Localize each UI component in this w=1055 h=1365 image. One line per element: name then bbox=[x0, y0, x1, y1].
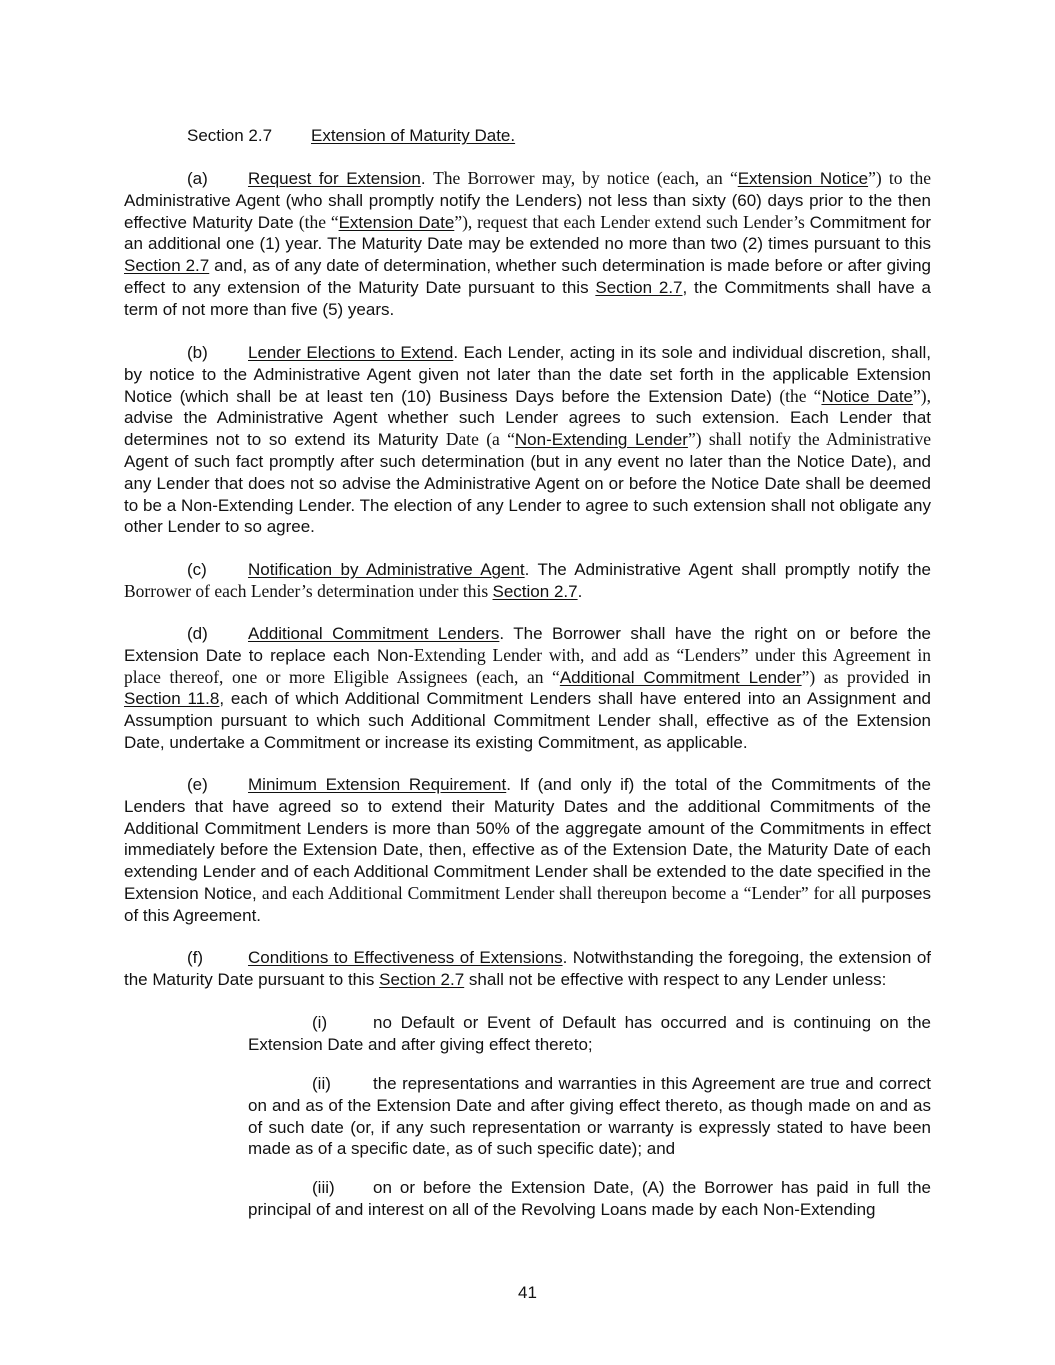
text-run: . The Borrower shall have the right on or before the Extension Date to replace each Non- bbox=[124, 624, 931, 665]
paragraph-label: (c) bbox=[187, 560, 207, 579]
text-run: . If (and only if) the total of the Commitments of the Lenders that have agreed so to extend their Maturity Dates and the additional Commitments of the Additional Commitment Lenders is more than 50% of the aggregate amount of the Commitments in effect immediately before the Extension Date, then, effective as of the Extension Date, the Maturity Date of each extending Lender and of each Additional Commitment Lender shall be extended to the date specified in the Extension Notice, bbox=[124, 775, 931, 903]
subparagraph-label: (i) bbox=[312, 1013, 328, 1032]
subparagraph-i bbox=[248, 1012, 931, 1056]
subparagraph-label: (ii) bbox=[312, 1074, 331, 1093]
subparagraph-text: the representations and warranties in this Agreement are true and correct on and as of the Extension Date and after giving effect thereto, as though made on and as of such date (or, if any such representation or warranty is expressly stated to have been made as of a specific date, as of such specific date); and bbox=[248, 1074, 931, 1159]
paragraph-c bbox=[124, 559, 931, 603]
text-run: (the “ bbox=[298, 211, 339, 232]
text-run: and, as of any date of determination, whether such determination is made before or after giving effect to any extension of the Maturity Date pursuant to this bbox=[124, 256, 932, 297]
text-run: ”) to the bbox=[868, 168, 931, 188]
text-run: Administrative Agent (who shall promptly notify the Lenders) not less than sixty (60) days prior to the then effective Maturity Date bbox=[124, 190, 931, 232]
paragraph-label: (a) bbox=[187, 169, 208, 188]
paragraph-heading: Conditions to Effectiveness of Extensions bbox=[248, 948, 563, 967]
text-run: ”) as provided bbox=[801, 666, 918, 687]
defined-term: Extension Notice bbox=[737, 169, 869, 188]
section-title: Extension of Maturity Date. bbox=[311, 126, 516, 145]
text-run: advise the Administrative Agent whether such Lender agrees to such extension. Each Lender that determines not to so extend its Maturity bbox=[124, 408, 931, 450]
text-run: ”), bbox=[913, 385, 931, 406]
text-run: Borrower of each Lender’s determination under this bbox=[124, 580, 493, 601]
paragraph-d bbox=[124, 623, 931, 754]
paragraph-b bbox=[124, 342, 931, 538]
paragraph-heading: Lender Elections to Extend bbox=[248, 343, 454, 362]
defined-term: Additional Commitment Lender bbox=[559, 667, 802, 687]
text-run: ”) shall notify the Administrative bbox=[687, 429, 931, 450]
page-number: 41 bbox=[518, 1283, 537, 1302]
section-reference: Section 11.8 bbox=[124, 689, 220, 709]
subparagraph-label: (iii) bbox=[312, 1178, 335, 1197]
text-run: ”), request that each Lender extend such Lender’s bbox=[454, 211, 810, 232]
section-reference: Section 2.7 bbox=[595, 277, 683, 297]
text-run: . Notwithstanding the foregoing, the extension of the Maturity Date pursuant to this bbox=[124, 948, 931, 989]
paragraph-f bbox=[124, 947, 931, 991]
paragraph-heading: Minimum Extension Requirement bbox=[248, 775, 507, 794]
text-run: . Each Lender, acting in its sole and individual discretion, shall, by notice to the Administrative Agent given not later than the date set forth in the applicable Extension Notice (which shall be at least ten (10) Business Days before the Extension Date) bbox=[124, 343, 931, 406]
defined-term: Extension Date bbox=[338, 212, 455, 232]
subparagraph-ii bbox=[248, 1073, 931, 1160]
paragraph-heading: Notification by Administrative Agent bbox=[248, 560, 525, 579]
paragraph-heading: Additional Commitment Lenders bbox=[248, 624, 500, 643]
text-run: . The Administrative Agent shall promptly notify the bbox=[524, 560, 931, 579]
section-number: Section 2.7 bbox=[187, 126, 273, 145]
text-run: Date (a “ bbox=[445, 429, 515, 450]
text-run: Extending Lender with, and add as “Lenders” under this Agreement in place thereof, one or more Eligible Assignees (each, an “ bbox=[124, 644, 932, 687]
paragraph-heading: Request for Extension bbox=[248, 169, 421, 188]
text-run: , the Commitments shall have a term of not more than five (5) years. bbox=[124, 277, 931, 319]
text-run: in bbox=[917, 667, 931, 687]
text-run: Commitment for an additional one (1) year. The Maturity Date may be extended no more than two (2) times pursuant to this bbox=[124, 212, 931, 254]
paragraph-label: (b) bbox=[187, 343, 208, 362]
defined-term: Non-Extending Lender bbox=[514, 430, 688, 450]
text-run: shall not be effective with respect to any Lender unless: bbox=[464, 969, 887, 989]
section-heading bbox=[187, 125, 515, 147]
text-run: The Borrower may, by notice (each, an “ bbox=[433, 168, 738, 188]
text-run: purposes of this Agreement. bbox=[124, 883, 931, 925]
subparagraph-iii bbox=[248, 1177, 931, 1221]
subparagraph-text: no Default or Event of Default has occurred and is continuing on the Extension Date and after giving effect thereto; bbox=[248, 1013, 931, 1054]
text-run: , each of which Additional Commitment Lenders shall have entered into an Assignment and Assumption pursuant to which such Additional Commitment Lender shall, effective as of the Extension Date, undertake a Commitment or increase its existing Commitment, as applicable. bbox=[124, 689, 931, 752]
text-run: and each Additional Commitment Lender shall thereupon become a “Lender” for all bbox=[261, 882, 862, 903]
text-run: . bbox=[420, 169, 434, 188]
text-run: . bbox=[577, 581, 583, 601]
section-reference: Section 2.7 bbox=[124, 256, 210, 276]
section-reference: Section 2.7 bbox=[379, 969, 465, 989]
paragraph-label: (f) bbox=[187, 948, 204, 967]
text-run: Agent of such fact promptly after such determination (but in any event no later than the Notice Date), and any Lender that does not so advise the Administrative Agent on or before the Notice Date shall be deemed to be a Non-Extending Lender. The election of any Lender to agree to such extension shall not obligate any other Lender to so agree. bbox=[124, 451, 931, 537]
paragraph-e bbox=[124, 774, 931, 927]
text-run: (the “ bbox=[779, 385, 822, 406]
defined-term: Notice Date bbox=[821, 386, 914, 406]
paragraph-label: (e) bbox=[187, 775, 208, 794]
paragraph-a bbox=[124, 168, 931, 321]
paragraph-label: (d) bbox=[187, 624, 208, 643]
subparagraph-text: on or before the Extension Date, (A) the Borrower has paid in full the principal of and interest on all of the Revolving Loans made by each Non-Extending bbox=[248, 1178, 931, 1219]
section-reference: Section 2.7 bbox=[492, 581, 578, 601]
